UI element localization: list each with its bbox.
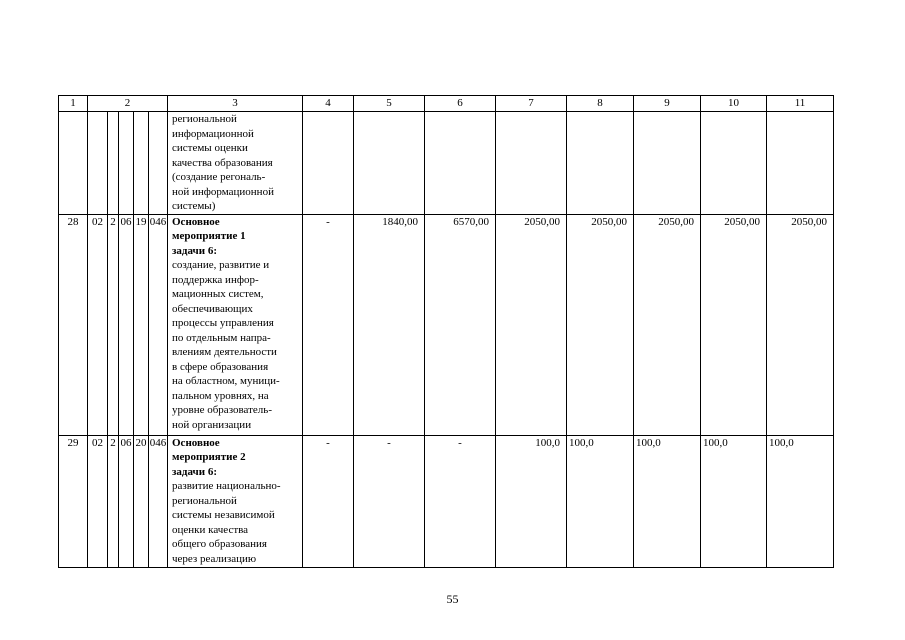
value-col-11: 100,0 <box>767 435 834 567</box>
row-title: Основное мероприятие 1 задачи 6: <box>172 215 246 257</box>
value-col-6: - <box>425 435 496 567</box>
code-section: 06 <box>119 435 134 567</box>
value-cell <box>634 112 701 215</box>
code-section: 06 <box>119 214 134 435</box>
value-col-8: 100,0 <box>567 435 634 567</box>
code-cell <box>149 112 168 215</box>
header-cell-7: 7 <box>496 96 567 112</box>
row-number-cell <box>59 112 88 215</box>
value-col-7: 2050,00 <box>496 214 567 435</box>
value-col-9: 2050,00 <box>634 214 701 435</box>
code-cell <box>108 112 119 215</box>
row-text: создание, развитие и поддержка инфор- мационных систем, обеспечивающих процессы управления по отдельным напра- влениям деятельности в сфере образования на областном, муници- пальном уровнях, на уровне образователь- ной организации <box>172 259 280 431</box>
code-subprogram: 2 <box>108 214 119 435</box>
value-cell <box>303 112 354 215</box>
header-cell-11: 11 <box>767 96 834 112</box>
code-cell <box>134 112 149 215</box>
table-row <box>59 435 834 567</box>
value-cell <box>701 112 767 215</box>
value-col-7: 100,0 <box>496 435 567 567</box>
header-cell-4: 4 <box>303 96 354 112</box>
header-cell-6: 6 <box>425 96 496 112</box>
header-cell-10: 10 <box>701 96 767 112</box>
value-col-9: 100,0 <box>634 435 701 567</box>
row-description <box>168 214 303 435</box>
code-cell <box>119 112 134 215</box>
header-cell-9: 9 <box>634 96 701 112</box>
code-event: 20 <box>134 435 149 567</box>
budget-table <box>58 95 834 568</box>
value-cell <box>425 112 496 215</box>
value-col-10: 2050,00 <box>701 214 767 435</box>
row-description <box>168 435 303 567</box>
value-cell <box>496 112 567 215</box>
header-row <box>59 96 834 112</box>
row-title: Основное мероприятие 2 задачи 6: <box>172 436 246 478</box>
table-row <box>59 214 834 435</box>
row-number: 28 <box>59 214 88 435</box>
code-event: 19 <box>134 214 149 435</box>
value-col-6: 6570,00 <box>425 214 496 435</box>
header-cell-8: 8 <box>567 96 634 112</box>
code-authority: 046 <box>149 435 168 567</box>
row-text: развитие национально- региональной системы независимой оценки качества общего образования через реализацию <box>172 480 281 565</box>
value-col-10: 100,0 <box>701 435 767 567</box>
code-authority: 046 <box>149 214 168 435</box>
value-col-11: 2050,00 <box>767 214 834 435</box>
value-col-5: - <box>354 435 425 567</box>
value-cell <box>567 112 634 215</box>
header-cell-3: 3 <box>168 96 303 112</box>
code-program: 02 <box>88 435 108 567</box>
code-program: 02 <box>88 214 108 435</box>
continuation-description: региональной информационной системы оценки качества образования (создание регональ- ной информационной системы) <box>168 112 303 215</box>
value-col-5: 1840,00 <box>354 214 425 435</box>
code-subprogram: 2 <box>108 435 119 567</box>
value-col-4: - <box>303 214 354 435</box>
code-cell <box>88 112 108 215</box>
header-cell-2: 2 <box>88 96 168 112</box>
continuation-row <box>59 112 834 215</box>
value-col-4: - <box>303 435 354 567</box>
page-number: 55 <box>446 592 459 606</box>
header-cell-5: 5 <box>354 96 425 112</box>
value-col-8: 2050,00 <box>567 214 634 435</box>
value-cell <box>354 112 425 215</box>
value-cell <box>767 112 834 215</box>
header-cell-1: 1 <box>59 96 88 112</box>
row-number: 29 <box>59 435 88 567</box>
